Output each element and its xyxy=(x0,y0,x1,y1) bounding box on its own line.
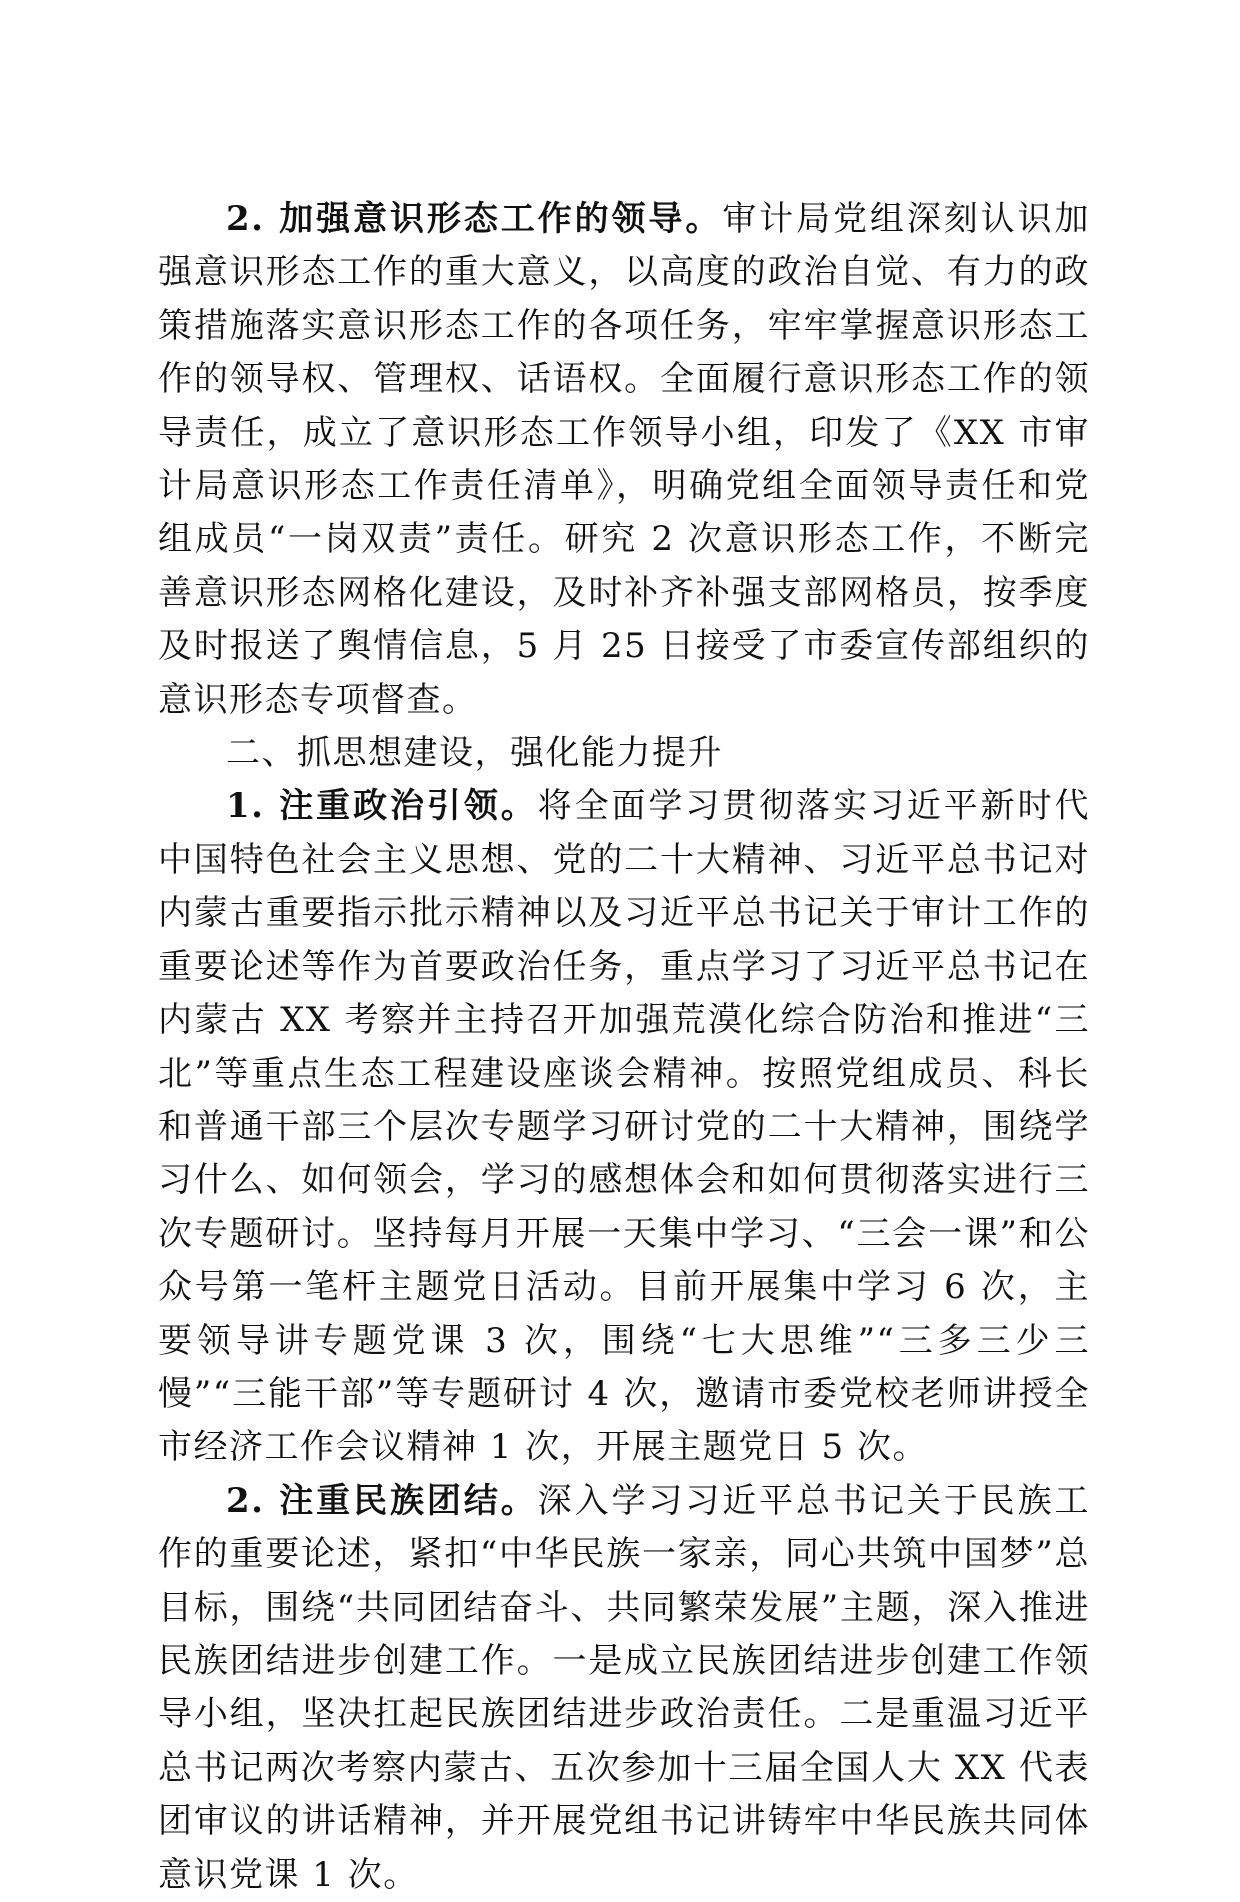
section-heading: 二、抓思想建设，强化能力提升 xyxy=(226,733,723,774)
paragraph-lead: 1. 注重政治引领。 xyxy=(226,786,538,827)
paragraph-lead: 2. 注重民族团结。 xyxy=(226,1480,538,1521)
document-body xyxy=(158,193,1090,1902)
paragraph-political-guidance xyxy=(158,780,1090,1474)
paragraph-text: 审计局党组深刻认识加强意识形态工作的重大意义，以高度的政治自觉、有力的政策措施落实意识形态工作的各项任务，牢牢掌握意识形态工作的领导权、管理权、话语权。全面履行意识形态工作的领导责任，成立了意识形态工作领导小组，印发了《XX 市审计局意识形态工作责任清单》，明确党组全面领导责任和党组成员“一岗双责”责任。研究 2 次意识形态工作，不断完善意识形态网格化建设，及时补齐补强支部网格员，按季度及时报送了舆情信息，5 月 25 日接受了市委宣传部组织的意识形态专项督查。 xyxy=(158,199,1090,720)
paragraph-text: 将全面学习贯彻落实习近平新时代中国特色社会主义思想、党的二十大精神、习近平总书记对内蒙古重要指示批示精神以及习近平总书记关于审计工作的重要论述等作为首要政治任务，重点学习了习近平总书记在内蒙古 XX 考察并主持召开加强荒漠化综合防治和推进“三北”等重点生态工程建设座谈会精神。按照党组成员、科长和普通干部三个层次专题学习研讨党的二十大精神，围绕学习什么、如何领会，学习的感想体会和如何贯彻落实进行三次专题研讨。坚持每月开展一天集中学习、“三会一课”和公众号第一笔杆主题党日活动。目前开展集中学习 6 次，主要领导讲专题党课 3 次，围绕“七大思维”“三多三少三慢”“三能干部”等专题研讨 4 次，邀请市委党校老师讲授全市经济工作会议精神 1 次，开展主题党日 5 次。 xyxy=(158,786,1090,1468)
paragraph-lead: 2. 加强意识形态工作的领导。 xyxy=(226,199,723,239)
paragraph-ethnic-unity xyxy=(158,1475,1090,1902)
paragraph-ideology-leadership xyxy=(158,193,1090,727)
paragraph-text: 深入学习习近平总书记关于民族工作的重要论述，紧扣“中华民族一家亲，同心共筑中国梦”总目标，围绕“共同团结奋斗、共同繁荣发展”主题，深入推进民族团结进步创建工作。一是成立民族团结进步创建工作领导小组，坚决扛起民族团结进步政治责任。二是重温习近平总书记两次考察内蒙古、五次参加十三届全国人大 XX 代表团审议的讲话精神，并开展党组书记讲铸牢中华民族共同体意识党课 1 次。 xyxy=(158,1480,1090,1895)
